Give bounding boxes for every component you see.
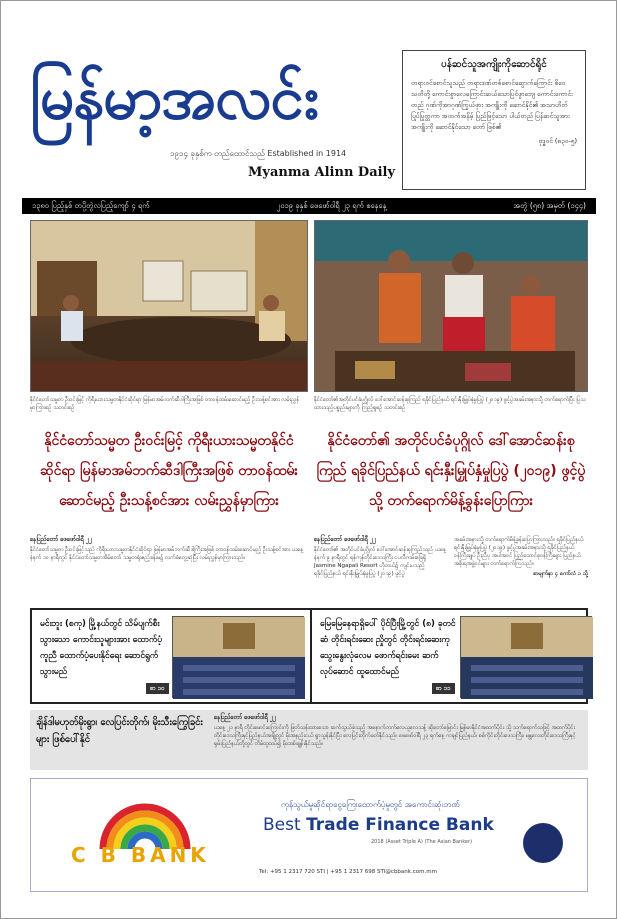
- dateline: နေပြည်တော် ဖေဖော်ဝါရီ ၂၂: [30, 536, 92, 543]
- photo-caption: နိုင်ငံတော်သမ္မတ ဦးဝင်းမြင့် ကိုရီးယားသမ္မတနိုင်ငံဆိုင်ရာ မြန်မာအမ်ဘက်ဆီဒါကြီးအဖြစ် တာဝန်ထမ်းဆောင်မည့် ဦးသန့်စင်အား လမ်းညွှန်မှာကြားစဉ် သတင်းစဉ်: [30, 397, 300, 411]
- english-name: Myanma Alinn Daily: [248, 165, 396, 180]
- parliament-photo: [172, 616, 304, 698]
- teaser-headline[interactable]: မြေမြေနေရာရှိပေါ် ပိုင်ပြီးမြို့တွင် (၈) ခုတင်ဆံ တိုင်းရင်းဆေး ညှိုတွင် တိုင်းရင်းဆေးကုသွေးနွေးလုံလေမ ဖောက်ရင်းမေး ဆက်လုပ်ဆောင် ထူထောင်မည်: [320, 619, 456, 677]
- award-subtitle: 2018 (Asset Triple A) (The Asian Banker): [371, 839, 473, 845]
- dateline: နေပြည်တော် ဖေဖော်ဝါရီ ၂၂: [314, 536, 376, 543]
- article-body: [30, 536, 308, 562]
- weather-body: [214, 714, 582, 748]
- weather-story: [30, 710, 588, 770]
- date-bar: [22, 198, 596, 214]
- article-text: နိုင်ငံတော်သမ္မတ ဦးဝင်းမြင့်သည် ကိုရီးယားသမ္မတနိုင်ငံဆိုင်ရာ မြန်မာအမ်ဘက်ဆီဒါကြီးအဖြစ် တာဝန်ထမ်းဆောင်မည့် ဦးသန့်စင်အား ယနေ့နံနက် ၁၀ နာရီတွင် နိုင်ငံတော်သမ္မတအိမ်တော် သမ္မတရုံးဧည့်ခန်းမ၌ လက်ခံတွေ့ဆုံပြီး လမ်းညွှန်မှာကြားသည်။: [30, 547, 304, 561]
- dateline: နေပြည်တော် ဖေဖော်ဝါရီ ၂၂: [214, 714, 276, 721]
- established-line: ၁၉၁၄ ခုနှစ်က တည်ထောင်သည် Established in 1914: [170, 149, 347, 158]
- ad-title: Best Trade Finance Bank: [263, 815, 494, 835]
- motto-title: ပန်ဆင်သူအကျိုးကိုဆောင်ရိုင်: [441, 59, 547, 70]
- contact-info: Tel: +95 1 2317 720 STI | +95 1 2317 698 STI@cbbank.com.mm: [259, 869, 437, 875]
- page-reference[interactable]: စာ ၁၁: [432, 683, 455, 694]
- decorative-circle: [523, 823, 563, 863]
- inside-stories-box: [30, 608, 588, 704]
- cb-bank-advertisement[interactable]: [30, 778, 588, 892]
- photo-caption: နိုင်ငံတော်၏အတိုင်ပင်ခံပုဂ္ဂိုလ် ဒေါ်အောင်ဆန်းစုကြည် ရခိုင်ပြည်နယ် ရင်းနှီးမြှုပ်နှံမှုပြပွဲ (၂၀၁၉) ဖွင့်ပွဲအခမ်းအနားသို့ တက်ရောက်ပြီး ပြသထားသည့်ပစ္စည်းများကို ကြည့်ရှုစဉ် သတင်းစဉ်: [314, 397, 586, 411]
- headline: နိုင်ငံတော်၏ အတိုင်ပင်ခံပုဂ္ဂိုလ် ဒေါ်အောင်ဆန်းစုကြည် ရခိုင်ပြည်နယ် ရင်းနှီးမြှုပ်နှံမှုပြပွဲ (၂၀၁၉) ဖွင့်ပွဲသို့ တက်ရောက်မိန့်ခွန်းပြောကြား: [316, 433, 586, 509]
- photo-credit: သတင်းစဉ်: [53, 405, 75, 411]
- weather-headline: ချိန်ဒါမဟုတ်မိုးရွာ၊ လေပြင်းတိုက်၊ မိုးသီးကြွေခြင်းများ ဖြစ်ပေါ်နိုင်: [36, 717, 203, 745]
- photo-credit: သတင်းစဉ်: [384, 405, 406, 411]
- page-reference[interactable]: စာ ၁၀: [146, 683, 169, 694]
- president-meeting-photo: [30, 220, 308, 392]
- article-text: နိုင်ငံတော်၏ အတိုင်ပင်ခံပုဂ္ဂိုလ် ဒေါ်အောင်ဆန်းစုကြည်သည် ယနေ့နံနက် ၉ နာရီတွင် ရန်ကုန်တိုင်းဒေသကြီး ငပလီကမ်းခြေရှိ Jasmine Ngapali Resort ဟိုတယ်၌ ကျင်းပသည့် ရခိုင်ပြည်နယ် ရင်းနှီးမြှုပ်နှံမှုပြပွဲ (၂၀၁၉) ဖွင့်ပွဲ: [314, 547, 446, 577]
- expo-visit-photo: [314, 220, 588, 392]
- issue-number: အတွဲ (၅၈) အမှတ် (၁၄၄): [513, 200, 586, 210]
- headline: နိုင်ငံတော်သမ္မတ ဦးဝင်းမြင့် ကိုရီးယားသမ္မတနိုင်ငံဆိုင်ရာ မြန်မာအမ်ဘက်ဆီဒါကြီးအဖြစ် တာဝန်ထမ်းဆောင်မည့် ဦးသန့်စင်အား လမ်းညွှန်မှာကြား: [40, 433, 298, 509]
- motto-body: တရားဝင်စောင်သူသည် တရားဒဏ်တစ်စောင်ဆွောက်ကြောင်း စိဝေ သတိတို့ ကောင်းစွာလေကြောင်းဆယ်သောပြင်ဖွာဘျေ ကောင်းကောင်း တည် ဂုဏ်ကိုအာဂုဏ်ကြွယ်ဖှား အကျိုးကို ဆောင်နိုင်၏ အသာဟိတ် ပြုပ်ပြုတ္တကာ အထက်အနိမ့် ပြည်ဖြင့်သော ပါယ်တည် ပြန်ဆင်သူအား အကျိုးကို ဆောင်နိုင်သော တော် ဖြစ်၏: [411, 79, 573, 131]
- ad-tagline: ကုန်သွယ်မှုဆိုင်ရာငွေကြေးထောက်ပံ့မှုတွင် အကောင်းဆုံးဘဏ်: [281, 800, 460, 809]
- masthead: [22, 50, 394, 190]
- article-text: အခမ်းအနားသို့ တက်ရောက်မိန့်ခွန်းပြောကြားသည်။ ရခိုင်ပြည်နယ် ရင်းနှီးမြှုပ်နှံမှုပြပွဲ (၂၀၁၉) ဖွင့်ပွဲအခမ်းအနားသို့ ရခိုင်ပြည်နယ်ဝန်ကြီးချုပ် ဦးညီပု အပါအဝင် ပြည်ထောင်စုဝန်ကြီးများ ပြည်နယ်အစိုးရအဖွဲ့ဝင်များ တက်ရောက်ကြသည်။: [454, 537, 584, 567]
- article-text: ယနေ့ ၂၁ နာရီ တိုင်းမောင်းကြောင်းကို ဖြတ်သန်းထားသော ဆက်သွယ်ခဲ့သည့် အနောက်ဘက်လေယူလေသန့် ဆိုတော်မြောင်း မြန်မာနိုင်ငံအထက်ပိုင်း သို့ သက်ရောက်သဖြင့် အထက်ပိုင်းတိုင်းဒေသကြီးနှင့်ပြည်နယ်အချို့တွင် မိုးအနည်းငယ် ရွာသွန်းနိုင်ပြီး လေပြင်းတိုက်ခတ်နိုင်သည်။ ဖေဖော်ဝါရီ ၂၃ ရက်နေ့ ကချင်ပြည်နယ်၊ စစ်ကိုင်းတိုင်းဒေသကြီး၊ မန္တလေးတိုင်းဒေသကြီးနှင့် ရှမ်းပြည်နယ်တို့တွင် တိမ်ထူထပ်၍ မိုးထစ်ချုန်းနိုင်သည်။: [214, 725, 576, 747]
- bank-name: C B BANK: [71, 843, 210, 867]
- motto-footer: ဗုဒ္ဓဝင် (၈၃၀-၅): [538, 137, 577, 145]
- motto-box: [402, 50, 586, 190]
- date-myanmar: ၁၃၈၀ ပြည့်နှစ် တပို့တွဲလပြည့်ကျော် ၄ ရက်: [32, 200, 150, 210]
- article-body: [314, 536, 446, 578]
- newspaper-page: [22, 28, 596, 908]
- article-body-continued: [454, 536, 588, 578]
- teaser-headline[interactable]: မင်းဘူး (စကု) မြို့နယ်တွင် သိမ်ပျက်စီးသွားသော ကောင်းသူများအား ထောက်ပံ့ကူညီ ထောက်ပံ့ပေးနိုင်ရေး ဆောင်ရွက်သွားမည်: [40, 619, 163, 677]
- continued-note: စာမျက်နှာ ၄ ကော်လံ ၁ သို့: [533, 571, 588, 577]
- parliament-photo: [460, 616, 592, 698]
- divider: [310, 610, 312, 702]
- newspaper-logo: မြန်မာ့အလင်း: [30, 63, 319, 133]
- rainbow-logo-icon: [97, 801, 193, 849]
- date-gregorian: ၂၀၁၉ ခုနှစ် ဖေဖော်ဝါရီ ၂၃ ရက် စနေနေ့: [276, 200, 387, 210]
